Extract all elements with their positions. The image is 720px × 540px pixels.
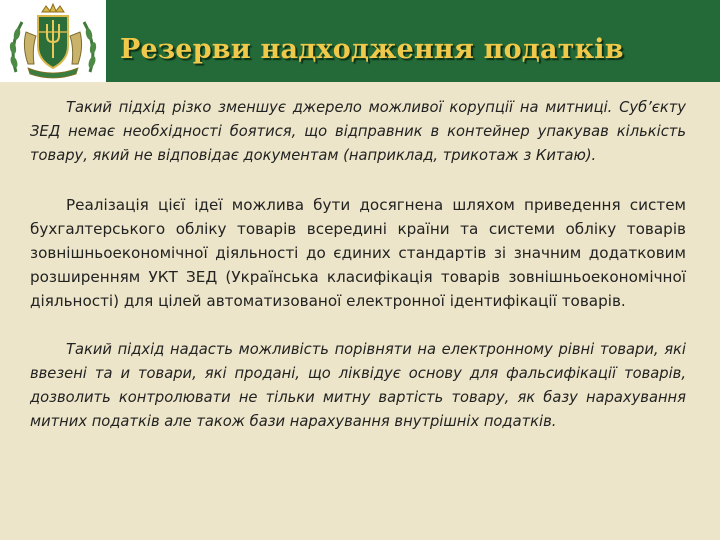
emblem-container (0, 0, 106, 82)
paragraph-1: Такий підхід різко зменшує джерело можливої корупції на митниці. Суб’єкту ЗЕД немає необхідності боятися, що відправник в контейнер упакував кількість товару, який не відповідає документам (наприклад, трикотаж з Китаю). (30, 99, 686, 165)
coat-of-arms-icon (4, 2, 102, 80)
header-bar (0, 0, 720, 82)
paragraph-2: Реалізація цієї ідеї можлива бути досягнена шляхом приведення систем бухгалтерського обліку товарів всередині країни та системи обліку товарів зовнішньоекономічної діяльності до єдиних стандартів зі значним додатковим розширенням УКТ ЗЕД (Українська класифікація товарів зовнішньоекономічної діяльності) для цілей автоматизованої електронної ідентифікації товарів. (30, 195, 686, 311)
slide-title: Резерви надходження податків (120, 34, 624, 65)
paragraph-3: Такий підхід надасть можливість порівняти на електронному рівні товари, які ввезені та и товари, які продані, що ліквідує основу для фальсифікації товарів, дозволить контролювати не тільки митну вартість товару, як базу нарахування митних податків але також бази нарахування внутрішніх податків. (30, 340, 686, 431)
slide-body (30, 96, 686, 458)
